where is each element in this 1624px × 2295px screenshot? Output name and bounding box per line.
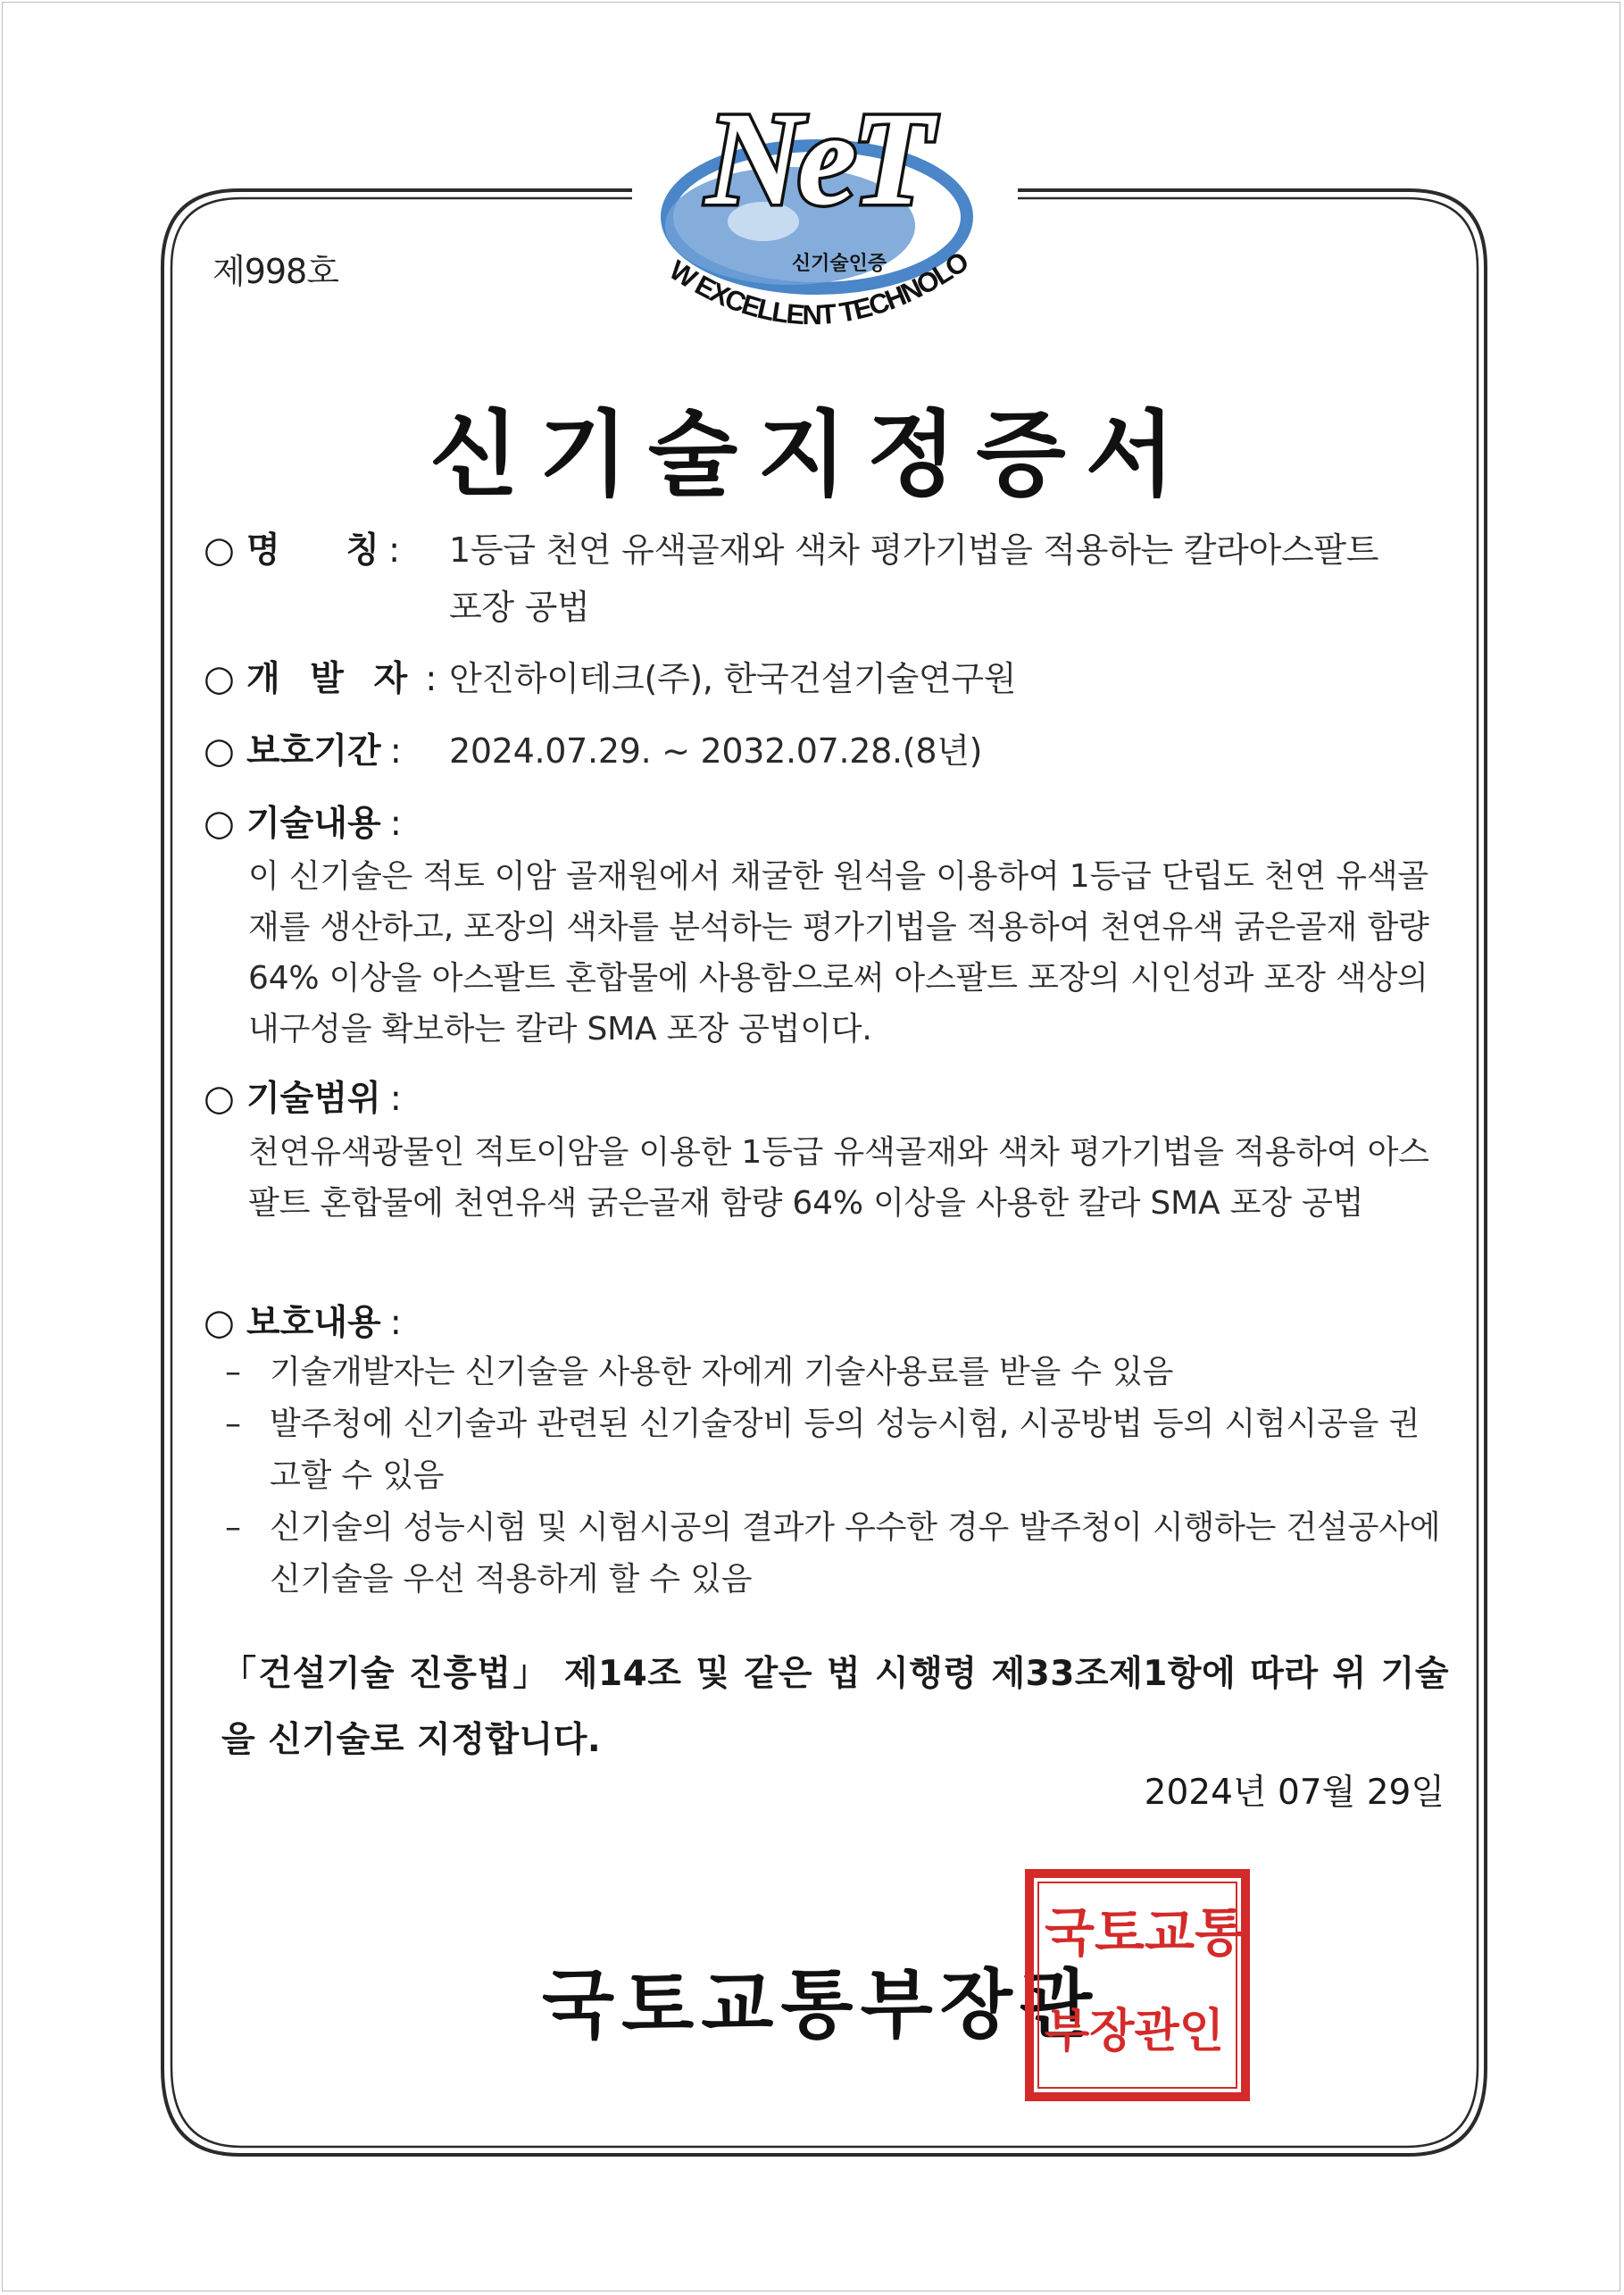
tech-scope-text: 천연유색광물인 적토이암을 이용한 1등급 유색골재와 색차 평가기법을 적용하여 아스팔트 혼합물에 천연유색 굵은골재 함량 64% 이상을 사용한 칼라 SMA 포장 공법: [248, 1134, 1429, 1222]
developer-row: ○ 개 발 자 :: [204, 650, 449, 708]
list-item: – 신기술의 성능시험 및 시험시공의 결과가 우수한 경우 발주청이 시행하는 건설공사에 신기술을 우선 적용하게 할 수 있음: [225, 1502, 1450, 1606]
tech-content-row: ○ 기술내용 :: [204, 795, 414, 853]
list-item: – 발주청에 신기술과 관련된 신기술장비 등의 성능시험, 시공방법 등의 시험시공을 권고할 수 있음: [225, 1398, 1450, 1502]
tech-content-label: 기술내용: [246, 804, 381, 844]
svg-text:부장관인: 부장관인: [1045, 2005, 1224, 2058]
protection-period-label: 보호기간: [246, 731, 381, 772]
protection-content-row: ○ 보호내용 :: [204, 1294, 414, 1352]
official-seal: [1024, 1868, 1251, 2102]
name-value-line1: 1등급 천연 유색골재와 색차 평가기법을 적용하는 칼라아스팔트: [449, 530, 1379, 570]
name-label: 명 칭: [246, 530, 379, 571]
circle-bullet-icon: ○: [204, 530, 235, 571]
protection-content-list: [225, 1347, 1450, 1606]
logo-arc-text: W EXCELLENT TECHNOLO: [663, 246, 973, 331]
tech-content-text: 이 신기술은 적토 이암 골재원에서 채굴한 원석을 이용하여 1등급 단립도 천연 유색골재를 생산하고, 포장의 색차를 분석하는 평가기법을 적용하여 천연유색 굵은골재 함량 64% 이상을 아스팔트 혼합물에 사용함으로써 아스팔트 포장의 시인성과 포장 색상의 내구성을 확보하는 칼라 SMA 포장 공법이다.: [248, 858, 1429, 1047]
logo-mark: NeT: [705, 85, 929, 233]
protection-content-label: 보호내용: [246, 1303, 381, 1343]
tech-scope-label: 기술범위: [246, 1079, 381, 1119]
circle-bullet-icon: ○: [204, 1302, 235, 1343]
dash-bullet-icon: –: [225, 1509, 241, 1546]
protection-period-row: ○ 보호기간 :: [204, 722, 414, 780]
tech-scope-row: ○ 기술범위 :: [204, 1070, 414, 1128]
circle-bullet-icon: ○: [204, 730, 235, 772]
name-value: [449, 522, 1453, 636]
developer-label: 개 발 자: [246, 659, 417, 699]
developer-value: 안진하이테크(주), 한국건설기술연구원: [449, 659, 1017, 698]
dash-bullet-icon: –: [225, 1354, 241, 1390]
issuer-title: 국토교통부장관: [542, 1961, 1100, 2049]
dash-bullet-icon: –: [225, 1406, 241, 1442]
net-logo: [656, 79, 978, 364]
name-row: ○ 명 칭 :: [204, 522, 412, 580]
list-item: – 기술개발자는 신기술을 사용한 자에게 기술사용료를 받을 수 있음: [225, 1347, 1450, 1398]
circle-bullet-icon: ○: [204, 803, 235, 844]
name-value-line2: 포장 공법: [449, 588, 590, 627]
logo-badge-text: 신기술인증: [791, 253, 887, 275]
document-title: 신기술지정증서: [429, 400, 1195, 509]
svg-text:국토교통: 국토교통: [1045, 1902, 1245, 1963]
circle-bullet-icon: ○: [204, 1078, 235, 1119]
certificate-number: 제998호: [212, 252, 338, 291]
circle-bullet-icon: ○: [204, 658, 235, 699]
protection-period-value: 2024.07.29. ~ 2032.07.28.(8년): [449, 731, 983, 771]
issue-date: 2024년 07월 29일: [1144, 1773, 1445, 1813]
designation-statement: 「건설기술 진흥법」 제14조 및 같은 법 시행령 제33조제1항에 따라 위 기술을 신기술로 지정합니다.: [221, 1654, 1449, 1760]
